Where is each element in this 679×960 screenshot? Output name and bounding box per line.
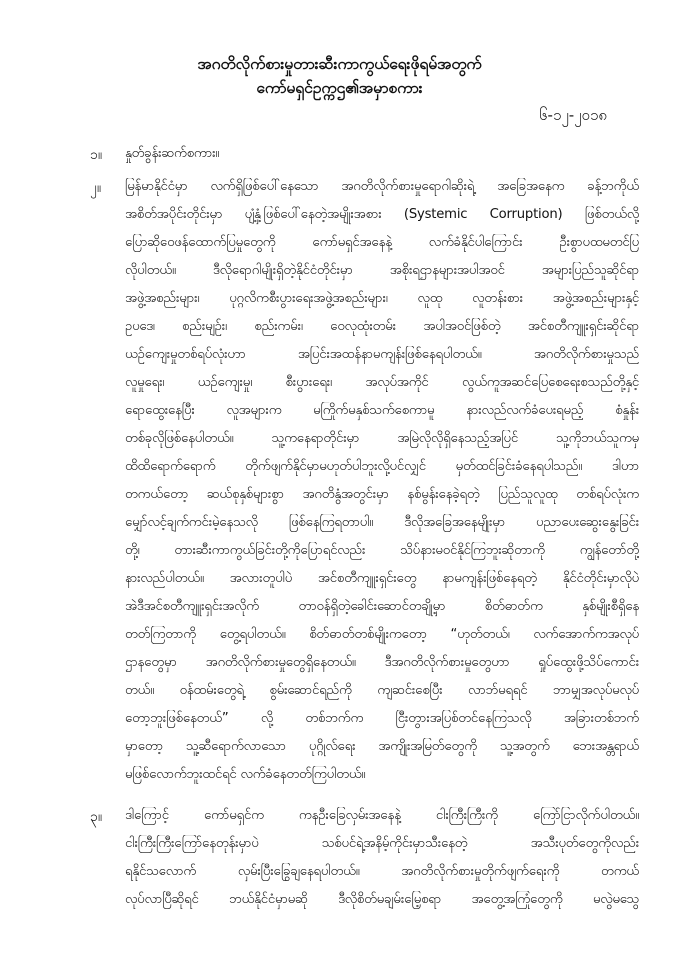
paragraph-line: လူမှုရေး၊ ယဉ်ကျေးမှု၊ စီးပွားရေး၊ အလုပ်အကိုင် လွယ်ကူအဆင်ပြေစေရေးစသည်တို့နှင့် [125, 375, 639, 390]
paragraph-line: တယ်။ ဝန်ထမ်းတွေရဲ့ စွမ်းဆောင်ရည်ကို ကျဆင်းစေပြီး လာဘ်မရရင် ဘာမျှအလုပ်မလုပ် [125, 683, 639, 698]
paragraph-line: မျှော်လင့်ချက်ကင်းမဲ့နေသလို ဖြစ်နေကြရတာပါ။ ဒီလိုအခြေအနေမျိုးမှာ ပညာပေးဆွေးနွေးခြင်း [125, 515, 639, 530]
paragraph-line: အဲဒီအင်စတီကျူးရှင်းအလိုက် တာဝန်ရှိတဲ့ခေါင်းဆောင်တချို့မှာ စိတ်ဓာတ်က နှစ်မျိုးစီရှိနေ [125, 599, 639, 614]
paragraph-line: ဌာနတွေမှာ အဂတိလိုက်စားမှုတွေရှိနေတယ်။ ဒီအဂတိလိုက်စားမှုတွေဟာ ရှုပ်ထွေးဖို့သိပ်ကောင်း [125, 655, 639, 670]
paragraph-line: ရောထွေးနေပြီး လူအများက မကြိုက်မနှစ်သက်စေကာမူ နားလည်လက်ခံပေးရမည့် စံနှုန်း [125, 403, 639, 418]
section-number: ၁။ [90, 147, 103, 163]
paragraph-line: မှာတော့ သူ့ဆီရောက်လာသော ပုဂ္ဂိုလ်ရေး အကျိုးအမြတ်တွေကို သူ့အတွက် ဘေးအန္တရာယ် [125, 739, 639, 754]
paragraph-line: မဖြစ်လောက်ဘူးထင်ရင် လက်ခံနေတတ်ကြပါတယ်။ [125, 767, 366, 782]
paragraph-line: ဥပဒေ၊ စည်းမျဉ်း၊ စည်းကမ်း၊ ဝေလုထုံးတမ်း အပါအဝင်ဖြစ်တဲ့ အင်စတီကျူးရှင်းဆိုင်ရာ [125, 319, 639, 334]
paragraph-line: အဖွဲ့အစည်းများ၊ ပုဂ္ဂလိကစီးပွားရေးအဖွဲ့အစည်းများ၊ လူထု လူတန်းစား အဖွဲ့အစည်းများနှင့် [125, 291, 639, 306]
paragraph-line: ပြောဆိုဝေဖန်ထောက်ပြမှုတွေကို ကော်မရှင်အနေနဲ့ လက်ခံနိုင်ပါကြောင်း ဦးစွာပထမတင်ပြ [125, 235, 639, 250]
paragraph-line: တို့၊ တားဆီးကာကွယ်ခြင်းတို့ကိုပြောရင်လည်း သိပ်နားမဝင်နိုင်ကြဘူးဆိုတာကို ကျွန်တော်တို့ [125, 543, 639, 558]
paragraph-line: ထိထိရောက်ရောက် တိုက်ဖျက်နိုင်မှာမဟုတ်ပါဘူးလို့ပင်လျှင် မှတ်ထင်ခြင်းခံနေရပါသည်။ ဒါဟာ [125, 459, 639, 474]
paragraph-line: တတ်ကြတာကို တွေ့ရပါတယ်။ စိတ်ဓာတ်တစ်မျိုးကတော့ “ဟုတ်တယ်၊ လက်အောက်ကအလုပ် [125, 627, 639, 642]
paragraph-line: အစိတ်အပိုင်းတိုင်းမှာ ပျံ့နှံ့ဖြစ်ပေါ်နေတဲ့အမျိုးအစား (Systemic Corruption) ဖြစ်တယ်လို့ [125, 207, 639, 222]
paragraph-line: မြန်မာနိုင်ငံမှာ လက်ရှိဖြစ်ပေါ်နေသော အဂတိလိုက်စားမှုရောဂါဆိုးရဲ့ အခြေအနေက ခန့်ဘကိုယ် [125, 179, 639, 194]
document-subtitle: ကော်မရှင်ဥက္ကဌ၏အမှာစကား [256, 79, 423, 97]
paragraph-line: နှုတ်ခွန်းဆက်စကား။ [125, 146, 220, 161]
paragraph-line: လုပ်လာပြီဆိုရင် ဘယ်နိုင်ငံမှာမဆို ဒီလိုစိတ်မချမ်းမြေ့စရာ အတွေ့အကြုံတွေကို မလွဲမသွေ [125, 892, 639, 907]
paragraph-line: တော့ဘူးဖြစ်နေတယ်” လို့ တစ်ဘက်က ငြီးတွားအပြစ်တင်နေကြသလို အခြားတစ်ဘက် [125, 711, 639, 726]
paragraph-line: လိုပါတယ်။ ဒီလိုရောဂါမျိုးရှိတဲ့နိုင်ငံတိုင်းမှာ အစိုးရဌာနများအပါအဝင် အများပြည်သူဆိုင်ရာ [125, 263, 639, 278]
paragraph-line: နားလည်ပါတယ်။ အလားတူပါပဲ အင်စတီကျူးရှင်းတွေ နာမကျန်းဖြစ်နေရတဲ့ နိုင်ငံတိုင်းမှာလိုပဲ [125, 571, 639, 586]
section-number: ၃။ [90, 809, 103, 825]
paragraph-line: ငါးကြီးကြီးကြော်နေတုန်းမှာပဲ သစ်ပင်ရဲ့အနိမ့်ကိုင်းမှာသီးနေတဲ့ အသီးပုတ်တွေကိုလည်း [125, 836, 639, 851]
paragraph-line: တကယ်တော့ ဆယ်စုနှစ်များစွာ အဂတိနွံအတွင်းမှာ နစ်မွန်းနေခဲ့ရတဲ့ ပြည်သူလူထု တစ်ရပ်လုံးက [125, 487, 639, 502]
document-title: အဂတိလိုက်စားမှုတားဆီးကာကွယ်ရေးဖိုရမ်အတွက် [197, 55, 482, 73]
section-number: ၂။ [90, 180, 102, 196]
paragraph-line: ဒါကြောင့် ကော်မရှင်က ကနဦးခြေလှမ်းအနေနဲ့ ငါးကြီးကြီးကို ကြော်ငြာလိုက်ပါတယ်။ [125, 808, 639, 823]
paragraph-line: ရနိုင်သလောက် လှမ်းပြီးခြွေချနေရပါတယ်။ အဂတိလိုက်စားမှုတိုက်ဖျက်ရေးကို တကယ် [125, 864, 639, 879]
paragraph-line: တစ်ခုလိုဖြစ်နေပါတယ်။ သူ့ကနေရာတိုင်းမှာ အမြဲလိုလိုရှိနေသည့်အပြင် သူ့ကိုဘယ်သူကမှ [125, 431, 639, 446]
paragraph-line: ယဉ်ကျေးမှုတစ်ရပ်လုံးဟာ အပြင်းအထန်နာမကျန်းဖြစ်နေရပါတယ်။ အဂတိလိုက်စားမှုသည် [125, 347, 639, 362]
document-date: ၆-၁၂-၂၀၁၈ [539, 106, 607, 124]
